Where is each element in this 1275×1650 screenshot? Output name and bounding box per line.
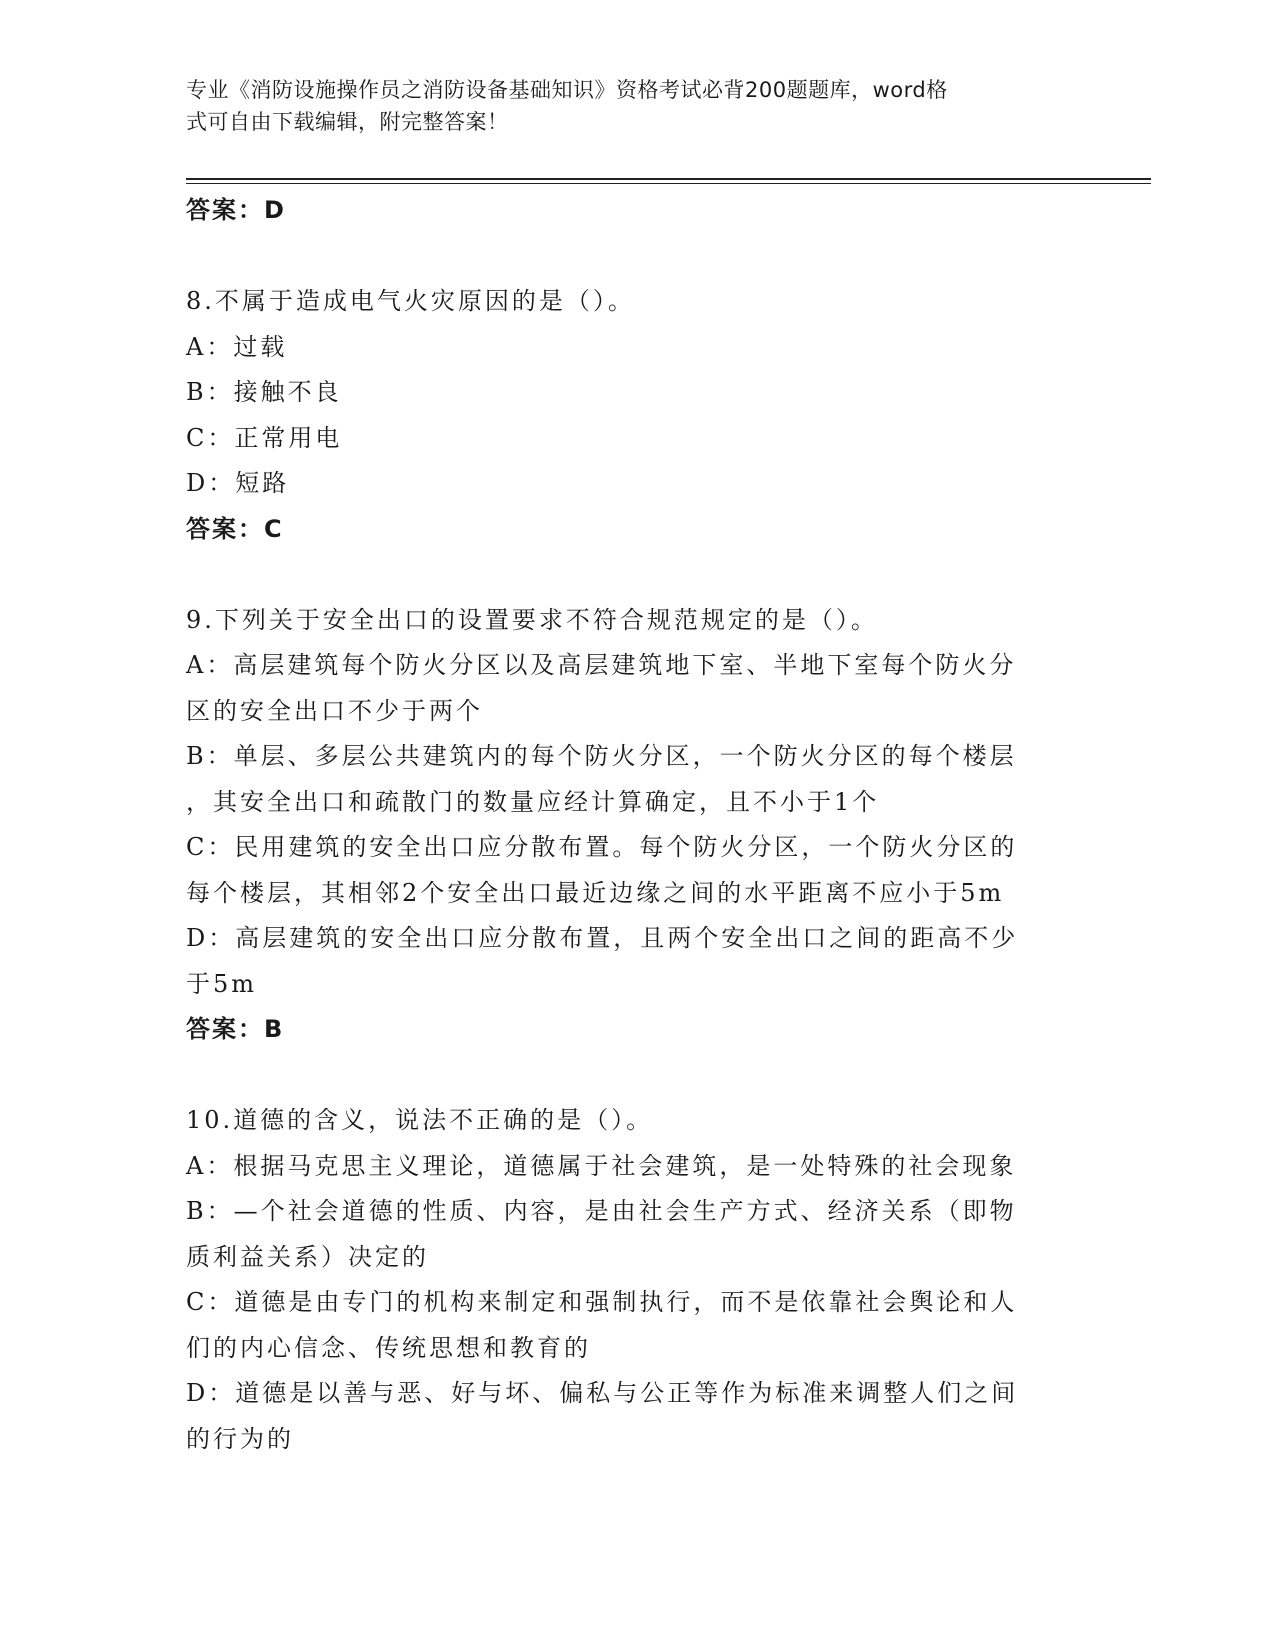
option-a-line-1: A：高层建筑每个防火分区以及高层建筑地下室、半地下室每个防火分	[186, 651, 1017, 679]
header-line-2: 式可自由下载编辑，附完整答案！	[186, 110, 509, 134]
option-c-line-2: 们的内心信念、传统思想和教育的	[186, 1333, 591, 1362]
option-a-line-1: A：根据马克思主义理论，道德属于社会建筑，是一处特殊的社会现象	[186, 1151, 1017, 1180]
option-b: B：接触不良	[186, 378, 342, 406]
option-c-line-1: C：民用建筑的安全出口应分散布置。每个防火分区，一个防火分区的	[186, 833, 1018, 861]
question-9	[186, 598, 1086, 1053]
option-c-line-1: C：道德是由专门的机构来制定和强制执行，而不是依靠社会舆论和人	[186, 1288, 1018, 1316]
option-b-line-2: 质利益关系）决定的	[186, 1242, 429, 1271]
option-b-line-2: ，其安全出口和疏散门的数量应经计算确定，且不小于1个	[186, 787, 880, 816]
spacer	[186, 234, 1086, 280]
question-stem: 10.道德的含义，说法不正确的是（）。	[186, 1106, 654, 1134]
answer: 答案：C	[186, 514, 284, 543]
option-c-line-2: 每个楼层，其相邻2个安全出口最近边缘之间的水平距离不应小于5m	[186, 878, 1005, 907]
document-header	[186, 74, 1066, 138]
previous-answer: 答案：D	[186, 196, 286, 224]
question-8	[186, 279, 1086, 552]
option-a: A：过载	[186, 332, 288, 361]
option-c: C：正常用电	[186, 423, 343, 452]
question-stem: 9.下列关于安全出口的设置要求不符合规范规定的是（）。	[186, 605, 878, 634]
header-rule-thick	[186, 178, 1151, 180]
header-line-1: 专业《消防设施操作员之消防设备基础知识》资格考试必背200题题库，word格	[186, 78, 948, 102]
question-stem: 8.不属于造成电气火灾原因的是（）。	[186, 287, 635, 315]
option-d-line-2: 的行为的	[186, 1424, 294, 1453]
header-rule-thin	[186, 183, 1151, 184]
option-b-line-1: B：单层、多层公共建筑内的每个防火分区，一个防火分区的每个楼层	[186, 742, 1017, 770]
option-a-line-2: 区的安全出口不少于两个	[186, 696, 483, 725]
option-d-line-1: D：道德是以善与恶、好与坏、偏私与公正等作为标准来调整人们之间	[186, 1379, 1019, 1407]
option-b-line-1: B：—个社会道德的性质、内容，是由社会生产方式、经济关系（即物	[186, 1197, 1017, 1225]
spacer	[186, 1053, 1086, 1099]
question-10	[186, 1098, 1086, 1462]
option-d-line-1: D：高层建筑的安全出口应分散布置，且两个安全出口之间的距高不少	[186, 924, 1019, 952]
option-d-line-2: 于5m	[186, 969, 258, 998]
document-body	[186, 188, 1086, 1462]
spacer	[186, 552, 1086, 598]
answer: 答案：B	[186, 1015, 285, 1043]
option-d: D：短路	[186, 469, 290, 497]
